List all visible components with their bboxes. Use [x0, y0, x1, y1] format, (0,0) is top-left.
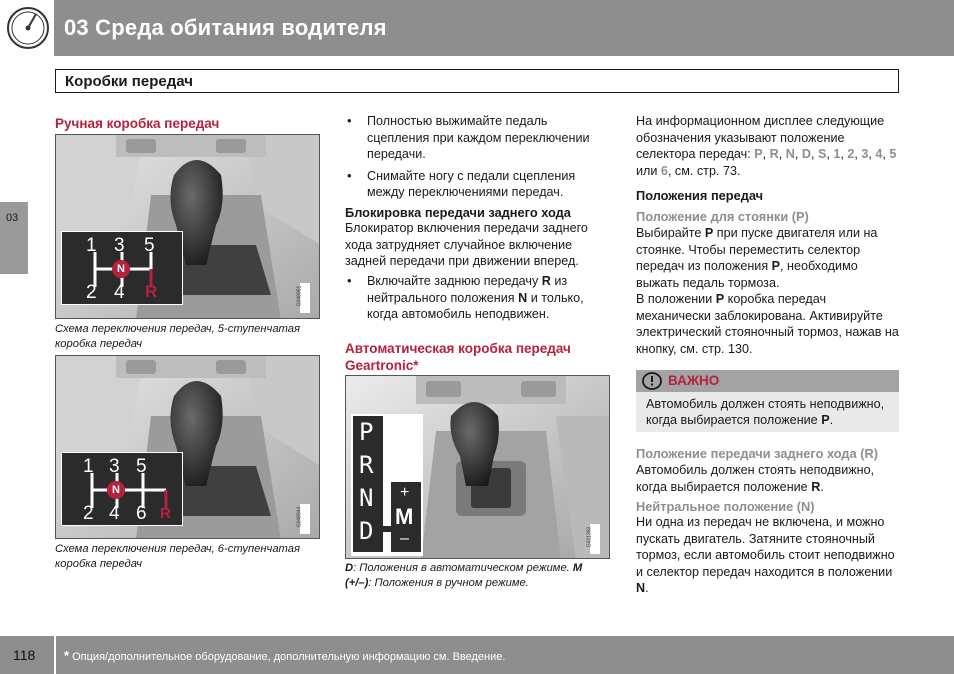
gear-selector-photo — [345, 375, 610, 559]
warning-box — [636, 370, 899, 432]
gear-4: 4 — [109, 503, 120, 524]
selector-m: M — [395, 504, 414, 529]
reverse-text: Автомобиль должен стоять неподвижно, когда выбирается положение R. — [636, 463, 875, 494]
warning-title: ВАЖНО — [668, 373, 720, 388]
gear-5: 5 — [136, 456, 147, 477]
selector-d: D — [359, 517, 374, 545]
gear-1: 1 — [83, 456, 94, 477]
footer-bar — [56, 636, 954, 674]
auto-gearbox-heading: Автоматическая коробка передач Geartronic* — [345, 341, 571, 373]
gear-4: 4 — [114, 282, 125, 303]
selector-minus: – — [400, 530, 409, 547]
page-number: 118 — [13, 647, 36, 663]
reverse-symbol: R — [541, 274, 551, 288]
gear-reverse: R — [160, 505, 171, 522]
gauge-icon — [0, 0, 56, 56]
gear-neutral: N — [112, 260, 130, 278]
image-code: G048944 — [296, 506, 303, 528]
gear-6: 6 — [136, 503, 147, 524]
gear-5: 5 — [144, 235, 155, 256]
display-symbols-intro: На информационном дисплее следующие обозначения указывают положение селектора передач: P, R, N, D, S, 1, 2, 3, 4, 5 или 6, см. стр. 73. — [636, 114, 897, 178]
list-item: • Полностью выжимайте педаль сцепления при каждом переключении передачи. — [345, 113, 607, 163]
image-code-tag — [586, 524, 600, 554]
warning-header — [636, 370, 899, 392]
selector-manual-lane — [391, 482, 421, 552]
gear-shift-photo-6speed — [55, 355, 320, 539]
gear-shift-photo-5speed — [55, 134, 320, 319]
reverse-lock-heading: Блокировка передачи заднего хода — [345, 205, 571, 220]
gear-2: 2 — [83, 503, 94, 524]
shift-pattern-6speed — [61, 452, 183, 526]
caption-5speed: Схема переключения передач, 5-ступенчатая коробка передач — [55, 323, 300, 350]
image-code-tag — [296, 283, 310, 313]
gear-2: 2 — [86, 282, 97, 303]
footer-page-box — [0, 636, 54, 674]
caption-auto: D: Положения в автоматическом режиме. M (+/–): Положения в ручном режиме. — [345, 562, 583, 589]
list-item: • Включайте заднюю передачу R из нейтрального положения N и только, когда автомобиль неподвижен. — [345, 273, 607, 323]
parking-text-2: В положении P коробка передач механически заблокирована. Активируйте электрический стояночный тормоз, нажав на кнопку, см. стр. 130. — [636, 292, 899, 356]
footnote: * Опция/дополнительное оборудование, дополнительную информацию см. Введение. — [64, 648, 506, 663]
parking-text: Выбирайте P при пуске двигателя или на стоянке. Чтобы переместить селектор передач из положения P, необходимо выжать педаль тормоза. — [636, 226, 878, 290]
caption-6speed: Схема переключения передач, 6-ступенчатая коробка передач — [55, 543, 300, 570]
selector-r: R — [359, 451, 374, 479]
reverse-heading: Положение передачи заднего хода (R) — [636, 446, 878, 461]
header-icon-box — [0, 0, 56, 56]
section-title: Коробки передач — [65, 73, 193, 90]
image-code: G048951 — [296, 285, 303, 307]
selector-n: N — [359, 484, 374, 512]
parking-heading: Положение для стоянки (P) — [636, 209, 809, 224]
chapter-tab[interactable] — [0, 202, 28, 274]
gear-3: 3 — [109, 456, 120, 477]
selector-auto-lane — [353, 416, 383, 552]
selector-plus: + — [400, 484, 410, 501]
exclamation-icon — [641, 372, 663, 390]
chapter-tab-label: 03 — [6, 212, 19, 224]
neutral-symbol: N — [518, 290, 528, 305]
selector-p: P — [359, 418, 374, 446]
neutral-text: Ни одна из передач не включена, и можно пускать двигатель. Затяните стояночный тормоз, если автомобиль стоит неподвижно и селектор передач находится в положении N. — [636, 515, 895, 595]
shift-pattern-5speed — [61, 231, 183, 305]
section-bar — [55, 69, 899, 93]
page-title: 03 Среда обитания водителя — [64, 15, 387, 40]
page-header — [0, 0, 954, 56]
image-code: G021350 — [586, 526, 593, 548]
list-item: • Снимайте ногу с педали сцепления между переключениями передач. — [345, 168, 607, 201]
gear-neutral: N — [107, 481, 125, 499]
gear-3: 3 — [114, 235, 125, 256]
reverse-lock-text: Блокиратор включения передачи заднего хода затрудняет случайное включение задней передачи при движении вперед. — [345, 221, 588, 268]
gear-reverse: R — [145, 282, 158, 301]
clutch-instructions — [345, 113, 607, 201]
neutral-heading: Нейтральное положение (N) — [636, 499, 815, 514]
warning-text: Автомобиль должен стоять неподвижно, когда выбирается положение P. — [646, 397, 885, 427]
positions-heading: Положения передач — [636, 188, 764, 203]
image-code-tag — [296, 504, 310, 534]
manual-gearbox-heading: Ручная коробка передач — [55, 116, 220, 131]
selector-gate — [383, 526, 391, 532]
selector-pattern — [351, 414, 423, 556]
gear-1: 1 — [86, 235, 97, 256]
